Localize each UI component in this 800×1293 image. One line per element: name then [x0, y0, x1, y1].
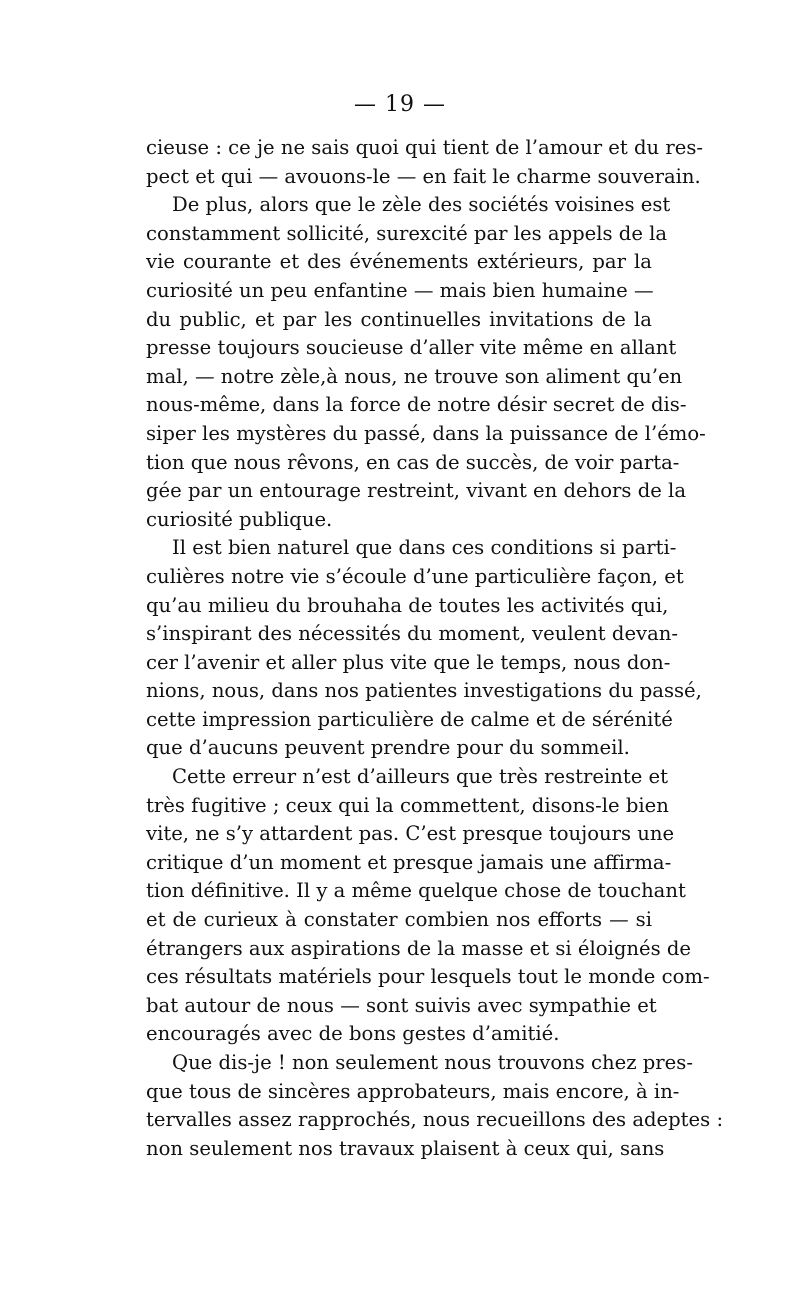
- text-line: ces résultats matériels pour lesquels tout le monde com-: [146, 965, 710, 989]
- text-line: cer l’avenir et aller plus vite que le temps, nous don-: [146, 650, 671, 674]
- text-line: nous-même, dans la force de notre désir secret de dis-: [146, 393, 687, 417]
- text-line: et de curieux à constater combien nos efforts — si: [146, 908, 652, 932]
- text-line: très fugitive ; ceux qui la commettent, disons-le bien: [146, 793, 669, 817]
- text-line: vite, ne s’y attardent pas. C’est presque toujours une: [146, 822, 675, 846]
- text-line: Il est bien naturel que dans ces conditions si parti-: [172, 536, 677, 560]
- text-line: culières notre vie s’écoule d’une particulière façon, et: [146, 564, 684, 588]
- text-line: s’inspirant des nécessités du moment, veulent devan-: [146, 622, 679, 646]
- text-line: encouragés avec de bons gestes d’amitié.: [146, 1022, 560, 1046]
- text-line: mal, — notre zèle,à nous, ne trouve son aliment qu’en: [146, 364, 683, 388]
- text-line: vie courante et des événements extérieurs, par la: [146, 250, 652, 274]
- text-line: qu’au milieu du brouhaha de toutes les activités qui,: [146, 593, 669, 617]
- text-line: Que dis-je ! non seulement nous trouvons chez pres-: [172, 1051, 693, 1074]
- text-line: tion que nous rêvons, en cas de succès, de voir parta-: [146, 450, 680, 474]
- text-line: tion définitive. Il y a même quelque chose de touchant: [146, 879, 686, 903]
- text-line: cieuse : ce je ne sais quoi qui tient de l’amour et du res-: [146, 136, 704, 159]
- text-line: De plus, alors que le zèle des sociétés voisines est: [172, 193, 671, 217]
- text-line: nions, nous, dans nos patientes investigations du passé,: [146, 679, 702, 703]
- text-line: curiosité un peu enfantine — mais bien humaine —: [146, 278, 654, 302]
- text-line: du public, et par les continuelles invitations de la: [146, 307, 652, 331]
- text-line: que tous de sincères approbateurs, mais encore, à in-: [146, 1079, 680, 1103]
- text-line: étrangers aux aspirations de la masse et si éloignés de: [146, 936, 692, 960]
- text-line: non seulement nos travaux plaisent à ceux qui, sans: [146, 1136, 665, 1160]
- text-line: pect et qui — avouons-le — en fait le charme souverain.: [146, 164, 701, 188]
- text-line: gée par un entourage restreint, vivant en dehors de la: [146, 479, 687, 503]
- body-text: [146, 134, 724, 1163]
- text-line: curiosité publique.: [146, 507, 333, 531]
- text-line: que d’aucuns peuvent prendre pour du sommeil.: [146, 736, 630, 760]
- text-line: critique d’un moment et presque jamais une affirma-: [146, 850, 672, 874]
- text-line: cette impression particulière de calme et de sérénité: [146, 707, 673, 731]
- text-line: tervalles assez rapprochés, nous recueillons des adeptes :: [146, 1108, 724, 1132]
- text-line: constamment sollicité, surexcité par les appels de la: [146, 221, 668, 245]
- text-line: siper les mystères du passé, dans la puissance de l’émo-: [146, 421, 706, 445]
- text-line: presse toujours soucieuse d’aller vite même en allant: [146, 336, 677, 360]
- page-number: — 19 —: [354, 92, 446, 117]
- text-line: bat autour de nous — sont suivis avec sympathie et: [146, 993, 657, 1017]
- text-line: Cette erreur n’est d’ailleurs que très restreinte et: [172, 765, 669, 789]
